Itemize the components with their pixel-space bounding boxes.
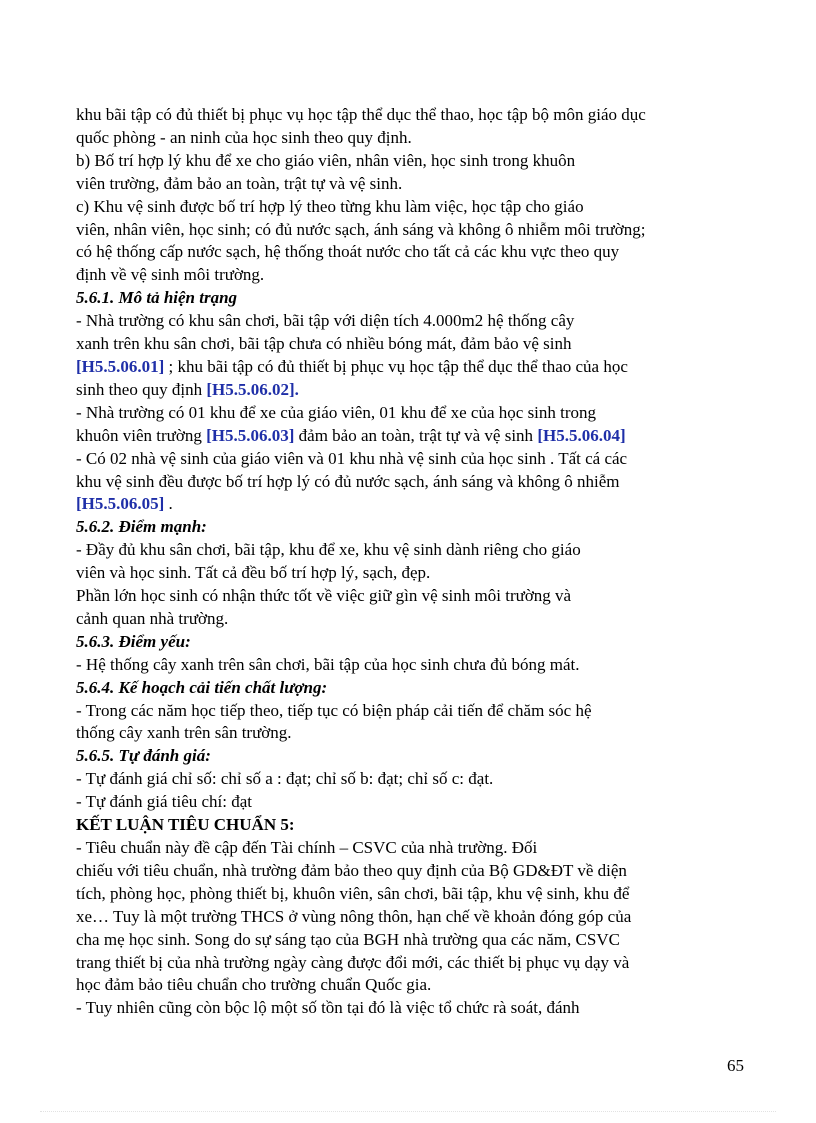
evidence-reference: [H5.5.06.01] <box>76 356 165 376</box>
footer-divider <box>40 1111 776 1112</box>
body-line: c) Khu vệ sinh được bố trí hợp lý theo từng khu làm việc, học tập cho giáo <box>76 196 584 216</box>
body-line <box>76 379 736 402</box>
body-line: tích, phòng học, phòng thiết bị, khuôn viên, sân chơi, bãi tập, khu vệ sinh, khu để <box>76 883 630 903</box>
body-line: chiếu với tiêu chuẩn, nhà trường đảm bảo theo quy định của Bộ GD&ĐT về diện <box>76 860 627 880</box>
body-text: ; khu bãi tập có đủ thiết bị phục vụ học tập thể dục thể thao của học <box>164 356 628 376</box>
body-line: - Tuy nhiên cũng còn bộc lộ một số tồn tại đó là việc tổ chức rà soát, đánh <box>76 998 580 1018</box>
body-line: xanh trên khu sân chơi, bãi tập chưa có nhiều bóng mát, đảm bảo vệ sinh <box>76 334 572 354</box>
section-heading-current-state: 5.6.1. Mô tả hiện trạng <box>76 288 238 308</box>
evidence-reference: [H5.5.06.03] <box>206 425 295 445</box>
body-line: - Nhà trường có 01 khu để xe của giáo viên, 01 khu để xe của học sinh trong <box>76 402 597 422</box>
section-heading-improvement-plan: 5.6.4. Kế hoạch cải tiến chất lượng: <box>76 677 328 697</box>
body-line: quốc phòng - an ninh của học sinh theo quy định. <box>76 127 412 147</box>
body-line: Phần lớn học sinh có nhận thức tốt về việc giữ gìn vệ sinh môi trường và <box>76 586 572 606</box>
body-line <box>76 425 736 448</box>
body-line: - Nhà trường có khu sân chơi, bãi tập với diện tích 4.000m2 hệ thống cây <box>76 311 575 331</box>
body-line: học đảm bảo tiêu chuẩn cho trường chuẩn Quốc gia. <box>76 975 432 995</box>
section-heading-strengths: 5.6.2. Điểm mạnh: <box>76 517 207 537</box>
body-line: - Trong các năm học tiếp theo, tiếp tục có biện pháp cải tiến để chăm sóc hệ <box>76 700 592 720</box>
body-text: đảm bảo an toàn, trật tự và vệ sinh <box>294 425 538 445</box>
body-line: có hệ thống cấp nước sạch, hệ thống thoát nước cho tất cả các khu vực theo quy <box>76 242 620 262</box>
body-line <box>76 356 736 379</box>
body-line: viên và học sinh. Tất cả đều bố trí hợp lý, sạch, đẹp. <box>76 563 431 583</box>
body-line: cảnh quan nhà trường. <box>76 608 229 628</box>
body-line: cha mẹ học sinh. Song do sự sáng tạo của BGH nhà trường qua các năm, CSVC <box>76 929 620 949</box>
body-line: khu bãi tập có đủ thiết bị phục vụ học tập thể dục thể thao, học tập bộ môn giáo dục <box>76 105 646 124</box>
page-body <box>76 104 736 1020</box>
body-line: - Tự đánh giá tiêu chí: đạt <box>76 792 253 812</box>
body-line: trang thiết bị của nhà trường ngày càng được đổi mới, các thiết bị phục vụ dạy và <box>76 952 630 972</box>
body-line: - Có 02 nhà vệ sinh của giáo viên và 01 khu nhà vệ sinh của học sinh . Tất cá các <box>76 448 628 468</box>
evidence-reference: [H5.5.06.02]. <box>206 379 299 399</box>
body-line <box>76 493 736 516</box>
body-line: định về vệ sinh môi trường. <box>76 265 265 285</box>
body-text: sinh theo quy định <box>76 379 207 399</box>
body-line: viên, nhân viên, học sinh; có đủ nước sạch, ánh sáng và không ô nhiễm môi trường; <box>76 219 646 239</box>
body-line: xe… Tuy là một trường THCS ở vùng nông thôn, hạn chế về khoản đóng góp của <box>76 906 632 926</box>
body-line: - Hệ thống cây xanh trên sân chơi, bãi tập của học sinh chưa đủ bóng mát. <box>76 654 580 674</box>
body-line: - Tiêu chuẩn này đề cập đến Tài chính – CSVC của nhà trường. Đối <box>76 838 538 857</box>
section-heading-self-assessment: 5.6.5. Tự đánh giá: <box>76 746 211 766</box>
evidence-reference: [H5.5.06.05] <box>76 494 165 514</box>
body-line: - Đầy đủ khu sân chơi, bãi tập, khu để xe, khu vệ sinh dành riêng cho giáo <box>76 540 581 560</box>
body-line: khu vệ sinh đều được bố trí hợp lý có đủ nước sạch, ánh sáng và không ô nhiễm <box>76 471 620 491</box>
evidence-reference: [H5.5.06.04] <box>537 425 626 445</box>
section-heading-weaknesses: 5.6.3. Điểm yếu: <box>76 631 191 651</box>
page-number: 65 <box>727 1056 744 1075</box>
body-line: - Tự đánh giá chỉ số: chỉ số a : đạt; chỉ số b: đạt; chỉ số c: đạt. <box>76 769 494 789</box>
body-text: khuôn viên trường <box>76 425 207 445</box>
body-line: viên trường, đảm bảo an toàn, trật tự và vệ sinh. <box>76 173 403 193</box>
conclusion-heading: KẾT LUẬN TIÊU CHUẨN 5: <box>76 815 295 835</box>
body-text: . <box>164 494 173 514</box>
body-line: thống cây xanh trên sân trường. <box>76 723 292 743</box>
body-line: b) Bố trí hợp lý khu để xe cho giáo viên, nhân viên, học sinh trong khuôn <box>76 150 576 170</box>
